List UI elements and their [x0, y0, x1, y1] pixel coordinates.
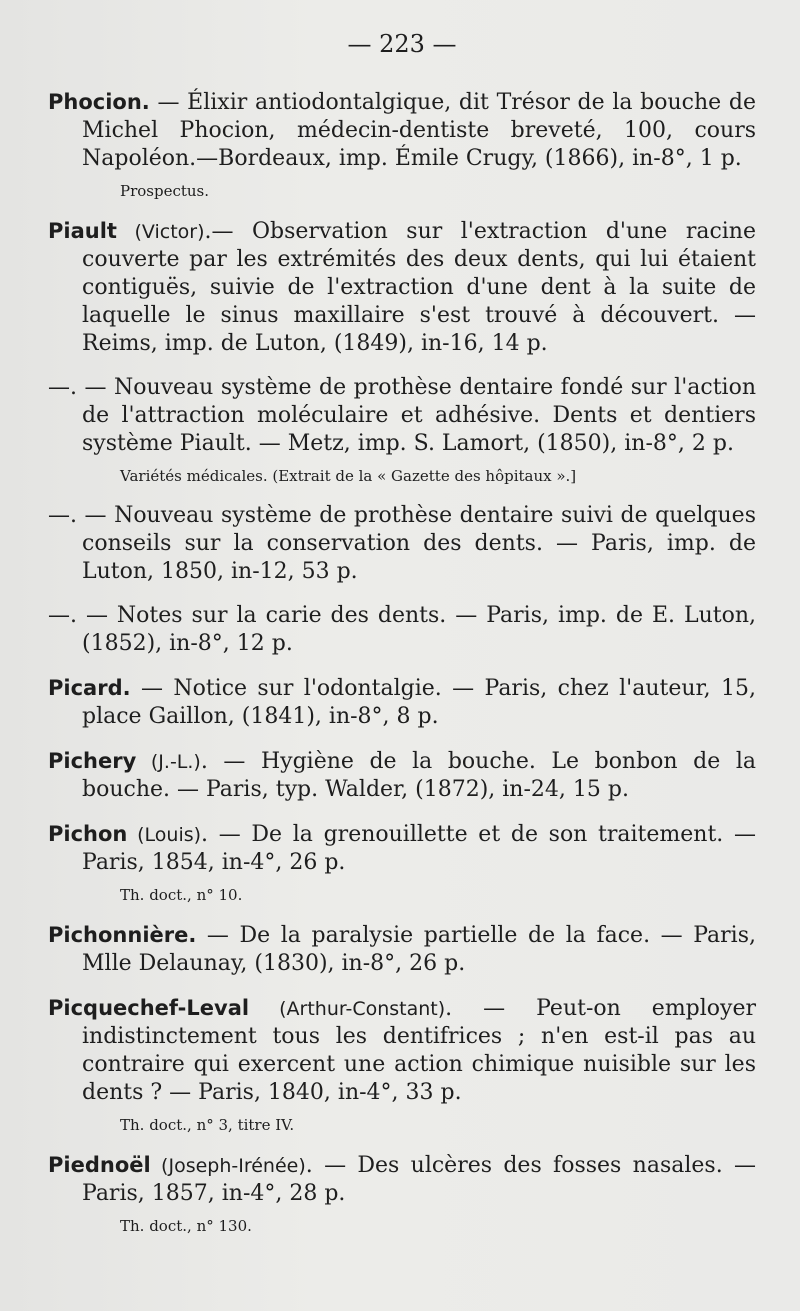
entry-author-forename: (Louis) [127, 824, 202, 846]
entry-picard [48, 674, 756, 731]
entry-picquechef-leval [48, 994, 756, 1135]
entry-author: Pichonnière. [48, 923, 197, 947]
entry-author: Picquechef-Leval [48, 996, 250, 1020]
entry-pichery [48, 747, 756, 804]
entry-piault-4 [48, 602, 756, 658]
entry-note: Th. doct., n° 10. [120, 886, 243, 904]
entry-author: Pichon [48, 822, 128, 846]
entry-author: Piednoël [48, 1153, 151, 1177]
entry-text: —. — Nouveau système de prothèse dentaire suivi de quelques conseils sur la conservation des dents. — Paris, imp. de Luton, 1850, in-12, 53 p. [48, 503, 756, 584]
entry-author-forename: (Victor) [116, 221, 205, 243]
page-number: — 223 — [347, 30, 457, 58]
entry-text: —. — Notes sur la carie des dents. — Paris, imp. de E. Luton, (1852), in-8°, 12 p. [48, 603, 756, 656]
entry-phocion [48, 88, 756, 201]
entry-text: — Élixir antiodontalgique, dit Trésor de la bouche de Michel Phocion, médecin-dentiste breveté, 100, cours Napoléon.—Bordeaux, imp. Émile Crugy, (1866), in-8°, 1 p. [82, 90, 756, 171]
entry-text: — Notice sur l'odontalgie. — Paris, chez l'auteur, 15, place Gaillon, (1841), in-8°, 8 p. [82, 676, 756, 729]
entry-text: . — Des ulcères des fosses nasales. — Paris, 1857, in-4°, 28 p. [82, 1153, 757, 1206]
entry-pichonniere [48, 921, 756, 978]
entry-author-forename: (Joseph-Irénée) [150, 1155, 306, 1177]
entry-text: .— Observation sur l'extraction d'une racine couverte par les extrémités des deux dents, qui lui étaient contiguës, suivie de l'extraction d'une dent à la suite de laquelle le sinus maxillaire s'est trouvé à découvert. — Reims, imp. de Luton, (1849), in-16, 14 p. [82, 219, 756, 356]
entry-piednoel [48, 1151, 756, 1236]
entry-text: —. — Nouveau système de prothèse dentaire fondé sur l'action de l'attraction moléculaire et adhésive. Dents et dentiers système Piault. — Metz, imp. S. Lamort, (1850), in-8°, 2 p. [48, 375, 756, 456]
entry-author-forename: (J.-L.) [136, 751, 201, 773]
entry-note: Th. doct., n° 130. [120, 1217, 252, 1235]
entry-author: Piault [48, 219, 117, 243]
entry-note: Th. doct., n° 3, titre IV. [120, 1116, 295, 1134]
entry-author: Picard. [48, 676, 131, 700]
entry-author: Phocion. [48, 90, 150, 114]
entry-piault-2 [48, 374, 756, 486]
entry-author-forename: (Arthur-Constant) [249, 998, 446, 1020]
entry-piault [48, 217, 756, 358]
entry-note: Variétés médicales. (Extrait de la « Gazette des hôpitaux ».] [120, 467, 577, 485]
entry-text: . — Hygiène de la bouche. Le bonbon de la bouche. — Paris, typ. Walder, (1872), in-24, 15 p. [82, 749, 756, 802]
entry-piault-3 [48, 502, 756, 586]
entry-author: Pichery [48, 749, 137, 773]
entry-text: — De la paralysie partielle de la face. — Paris, Mlle Delaunay, (1830), in-8°, 26 p. [82, 923, 756, 976]
entry-text: . — De la grenouillette et de son traitement. — Paris, 1854, in-4°, 26 p. [82, 822, 756, 875]
entry-note: Prospectus. [120, 182, 210, 200]
entry-pichon [48, 820, 756, 905]
entry-text: . — Peut-on employer indistinctement tous les dentifrices ; n'en est-il pas au contraire qui exercent une action chimique nuisible sur les dents ? — Paris, 1840, in-4°, 33 p. [82, 996, 757, 1105]
